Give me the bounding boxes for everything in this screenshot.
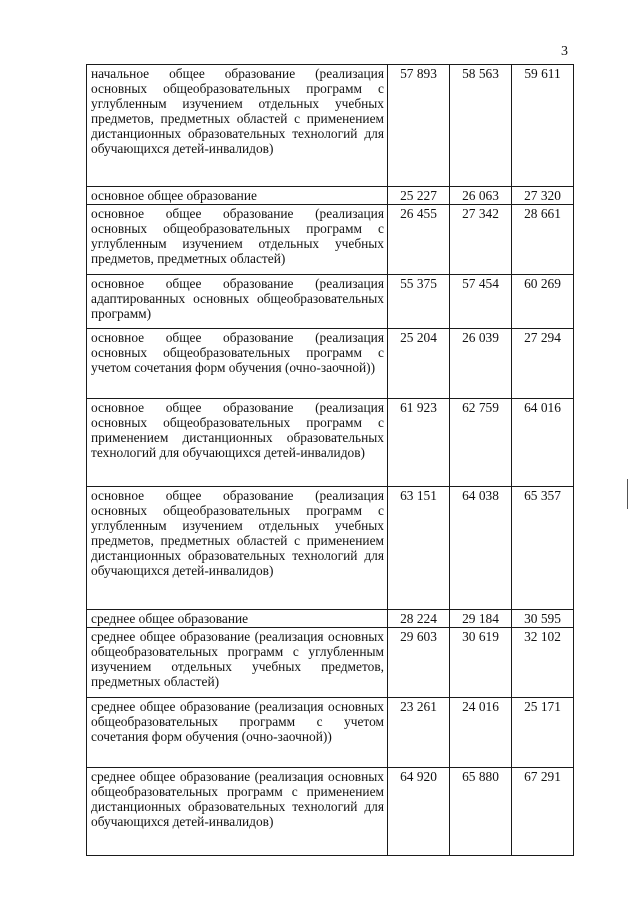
row-value-1: 57 893 [388,65,450,187]
row-value-3: 65 357 [512,487,574,610]
row-value-1: 23 261 [388,698,450,768]
row-value-3: 25 171 [512,698,574,768]
row-description: основное общее образование (реализация основных общеобразовательных программ с применением дистанционных образовательных технологий для обучающихся детей-инвалидов) [87,399,388,487]
table-row [87,628,574,698]
table-row [87,205,574,275]
row-description: среднее общее образование [87,610,388,628]
table-row [87,329,574,399]
row-value-1: 29 603 [388,628,450,698]
row-value-1: 63 151 [388,487,450,610]
row-value-1: 26 455 [388,205,450,275]
row-value-1: 25 204 [388,329,450,399]
row-value-3: 32 102 [512,628,574,698]
row-value-3: 28 661 [512,205,574,275]
row-value-1: 55 375 [388,275,450,329]
table-row [87,65,574,187]
scan-margin-mark [627,479,628,509]
row-value-2: 30 619 [450,628,512,698]
row-description: среднее общее образование (реализация основных общеобразовательных программ с углубленным изучением отдельных учебных предметов, предметных областей) [87,628,388,698]
row-value-2: 58 563 [450,65,512,187]
row-value-2: 65 880 [450,768,512,856]
row-value-3: 59 611 [512,65,574,187]
row-value-2: 64 038 [450,487,512,610]
row-description: основное общее образование [87,187,388,205]
row-value-2: 62 759 [450,399,512,487]
row-description: основное общее образование (реализация основных общеобразовательных программ с углубленным изучением отдельных учебных предметов, предметных областей) [87,205,388,275]
row-value-2: 26 039 [450,329,512,399]
row-value-2: 26 063 [450,187,512,205]
row-description: среднее общее образование (реализация основных общеобразовательных программ с применением дистанционных образовательных технологий для обучающихся детей-инвалидов) [87,768,388,856]
row-description: основное общее образование (реализация основных общеобразовательных программ с учетом сочетания форм обучения (очно-заочной)) [87,329,388,399]
table-row [87,187,574,205]
table-row [87,399,574,487]
row-description: начальное общее образование (реализация основных общеобразовательных программ с углубленным изучением отдельных учебных предметов, предметных областей с применением дистанционных образовательных технологий для обучающихся детей-инвалидов) [87,65,388,187]
row-value-2: 57 454 [450,275,512,329]
table-row [87,275,574,329]
row-value-3: 67 291 [512,768,574,856]
page-number: 3 [561,44,568,59]
tariff-table [86,64,574,856]
table-row [87,610,574,628]
row-value-3: 30 595 [512,610,574,628]
table-row [87,698,574,768]
row-value-2: 29 184 [450,610,512,628]
row-value-1: 28 224 [388,610,450,628]
row-value-1: 25 227 [388,187,450,205]
row-value-3: 27 320 [512,187,574,205]
row-value-3: 64 016 [512,399,574,487]
row-description: основное общее образование (реализация основных общеобразовательных программ с углубленным изучением отдельных учебных предметов, предметных областей с применением дистанционных образовательных технологий для обучающихся детей-инвалидов) [87,487,388,610]
row-description: среднее общее образование (реализация основных общеобразовательных программ с учетом сочетания форм обучения (очно-заочной)) [87,698,388,768]
table-row [87,487,574,610]
row-value-1: 64 920 [388,768,450,856]
row-value-2: 27 342 [450,205,512,275]
table-row [87,768,574,856]
row-description: основное общее образование (реализация адаптированных основных общеобразовательных программ) [87,275,388,329]
row-value-3: 60 269 [512,275,574,329]
row-value-1: 61 923 [388,399,450,487]
row-value-2: 24 016 [450,698,512,768]
row-value-3: 27 294 [512,329,574,399]
